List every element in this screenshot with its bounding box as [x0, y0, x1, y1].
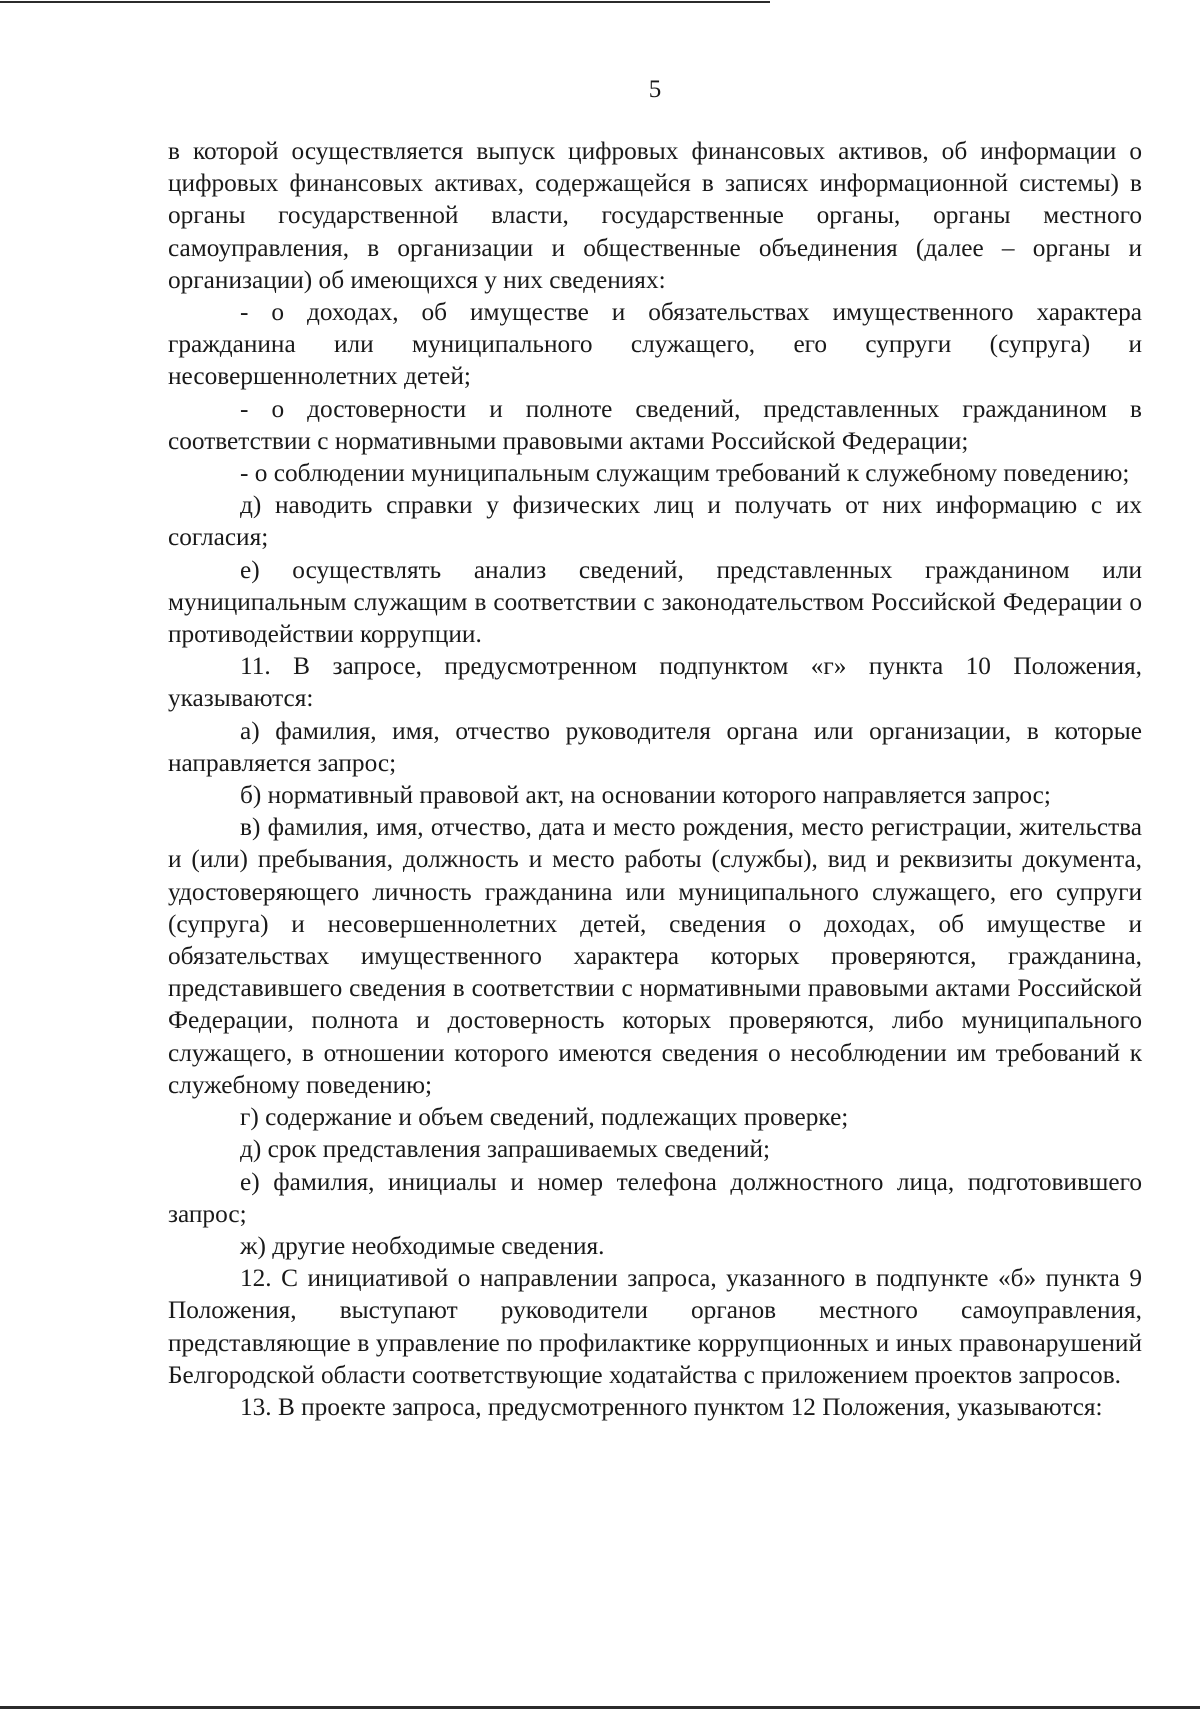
paragraph: а) фамилия, имя, отчество руководителя органа или организации, в которые направляется запрос; [168, 716, 1142, 777]
document-body [168, 135, 1142, 1423]
paragraph: - о доходах, об имуществе и обязательствах имущественного характера гражданина или муниципального служащего, его супруги (супруга) и несовершеннолетних детей; [168, 298, 1142, 391]
paragraph: - о достоверности и полноте сведений, представленных гражданином в соответствии с нормативными правовыми актами Российской Федерации; [168, 394, 1142, 455]
paragraph: е) осуществлять анализ сведений, представленных гражданином или муниципальным служащим в соответствии с законодательством Российской Федерации о противодействии коррупции. [168, 555, 1142, 649]
paragraph: 11. В запросе, предусмотренном подпунктом «г» пункта 10 Положения, указываются: [168, 652, 1142, 713]
page-number: 5 [648, 76, 662, 103]
paragraph: в) фамилия, имя, отчество, дата и место рождения, место регистрации, жительства и (или) пребывания, должность и место работы (службы), вид и реквизиты документа, удостоверяющего личность гражданина или муниципального служащего, его супруги (супруга) и несовершеннолетних детей, сведения о доходах, об имуществе и обязательствах имущественного характера которых проверяются, гражданина, представившего сведения в соответствии с нормативными правовыми актами Российской Федерации, полнота и достоверность которых проверяются, либо муниципального служащего, в отношении которого имеются сведения о несоблюдении им требований к служебному поведению; [168, 813, 1142, 1099]
paragraph: д) срок представления запрашиваемых сведений; [240, 1135, 771, 1164]
paragraph: г) содержание и объем сведений, подлежащих проверке; [240, 1103, 849, 1132]
paragraph: 12. С инициативой о направлении запроса, указанного в подпункте «б» пункта 9 Положения, выступают руководители органов местного самоуправления, представляющие в управление по профилактике коррупционных и иных правонарушений Белгородской области соответствующие ходатайства с приложением проектов запросов. [168, 1264, 1142, 1389]
paragraph: д) наводить справки у физических лиц и получать от них информацию с их согласия; [168, 491, 1142, 552]
paragraph: - о соблюдении муниципальным служащим требований к служебному поведению; [240, 459, 1130, 488]
paragraph: 13. В проекте запроса, предусмотренного пунктом 12 Положения, указываются: [240, 1392, 1103, 1421]
paragraph: б) нормативный правовой акт, на основании которого направляется запрос; [240, 781, 1051, 810]
paragraph: ж) другие необходимые сведения. [240, 1231, 605, 1260]
scan-top-border [0, 1, 770, 3]
paragraph: в которой осуществляется выпуск цифровых финансовых активов, об информации о цифровых финансовых активах, содержащейся в записях информационной системы) в органы государственной власти, государственные органы, органы местного самоуправления, в организации и общественные объединения (далее – органы и организации) об имеющихся у них сведениях: [168, 137, 1142, 294]
paragraph: е) фамилия, инициалы и номер телефона должностного лица, подготовившего запрос; [168, 1167, 1142, 1228]
